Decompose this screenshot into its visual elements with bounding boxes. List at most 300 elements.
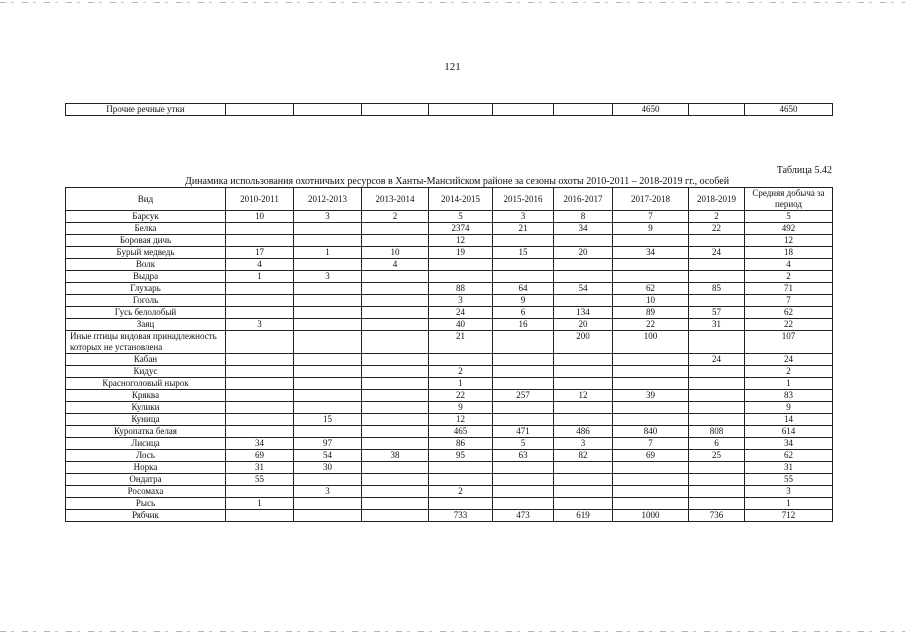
value-cell bbox=[294, 235, 362, 247]
value-cell: 10 bbox=[226, 211, 294, 223]
column-header-season: 2017-2018 bbox=[613, 188, 689, 211]
value-cell bbox=[613, 474, 689, 486]
column-header-season: 2018-2019 bbox=[689, 188, 745, 211]
value-cell: 100 bbox=[613, 331, 689, 354]
value-cell: 55 bbox=[226, 474, 294, 486]
value-cell bbox=[689, 402, 745, 414]
value-cell bbox=[226, 402, 294, 414]
value-cell bbox=[294, 402, 362, 414]
value-cell: 62 bbox=[745, 450, 833, 462]
value-cell bbox=[226, 235, 294, 247]
species-cell: Белка bbox=[66, 223, 226, 235]
value-cell: 5 bbox=[493, 438, 554, 450]
value-cell: 2 bbox=[745, 366, 833, 378]
value-cell bbox=[429, 259, 493, 271]
species-cell: Норка bbox=[66, 462, 226, 474]
value-cell bbox=[294, 319, 362, 331]
value-cell: 69 bbox=[226, 450, 294, 462]
value-cell bbox=[362, 271, 429, 283]
value-cell: 86 bbox=[429, 438, 493, 450]
value-cell bbox=[362, 378, 429, 390]
value-cell: 2 bbox=[745, 271, 833, 283]
value-cell bbox=[294, 354, 362, 366]
table-row bbox=[66, 510, 833, 522]
value-cell bbox=[554, 104, 613, 116]
value-cell bbox=[613, 271, 689, 283]
table-row bbox=[66, 450, 833, 462]
value-cell: 54 bbox=[554, 283, 613, 295]
value-cell bbox=[429, 104, 493, 116]
table-row bbox=[66, 354, 833, 366]
table-row bbox=[66, 211, 833, 223]
value-cell: 7 bbox=[613, 438, 689, 450]
value-cell bbox=[689, 331, 745, 354]
value-cell: 4650 bbox=[745, 104, 833, 116]
value-cell: 34 bbox=[554, 223, 613, 235]
value-cell bbox=[613, 498, 689, 510]
value-cell bbox=[493, 498, 554, 510]
value-cell bbox=[362, 402, 429, 414]
value-cell: 2 bbox=[429, 486, 493, 498]
value-cell bbox=[554, 474, 613, 486]
value-cell bbox=[362, 235, 429, 247]
value-cell bbox=[689, 295, 745, 307]
value-cell: 7 bbox=[745, 295, 833, 307]
value-cell bbox=[689, 366, 745, 378]
value-cell: 257 bbox=[493, 390, 554, 402]
value-cell bbox=[294, 283, 362, 295]
value-cell bbox=[554, 259, 613, 271]
value-cell bbox=[429, 462, 493, 474]
column-header-season: 2013-2014 bbox=[362, 188, 429, 211]
value-cell: 31 bbox=[226, 462, 294, 474]
value-cell: 39 bbox=[613, 390, 689, 402]
value-cell: 95 bbox=[429, 450, 493, 462]
header-row bbox=[66, 188, 833, 211]
value-cell: 54 bbox=[294, 450, 362, 462]
value-cell: 107 bbox=[745, 331, 833, 354]
table-row bbox=[66, 259, 833, 271]
table-row bbox=[66, 223, 833, 235]
species-cell: Кряква bbox=[66, 390, 226, 402]
value-cell bbox=[226, 307, 294, 319]
value-cell: 12 bbox=[429, 235, 493, 247]
value-cell: 62 bbox=[613, 283, 689, 295]
value-cell bbox=[294, 510, 362, 522]
value-cell bbox=[493, 104, 554, 116]
value-cell: 34 bbox=[745, 438, 833, 450]
table-row bbox=[66, 235, 833, 247]
value-cell: 22 bbox=[745, 319, 833, 331]
value-cell: 69 bbox=[613, 450, 689, 462]
table-row bbox=[66, 307, 833, 319]
value-cell bbox=[689, 474, 745, 486]
value-cell: 9 bbox=[493, 295, 554, 307]
value-cell: 19 bbox=[429, 247, 493, 259]
value-cell bbox=[294, 331, 362, 354]
value-cell: 21 bbox=[493, 223, 554, 235]
value-cell bbox=[294, 307, 362, 319]
value-cell bbox=[493, 331, 554, 354]
harvest-table bbox=[65, 187, 833, 522]
value-cell bbox=[493, 378, 554, 390]
value-cell: 21 bbox=[429, 331, 493, 354]
value-cell bbox=[493, 366, 554, 378]
table-row bbox=[66, 295, 833, 307]
value-cell bbox=[493, 271, 554, 283]
value-cell: 17 bbox=[226, 247, 294, 259]
value-cell: 9 bbox=[613, 223, 689, 235]
table-row bbox=[66, 319, 833, 331]
value-cell: 12 bbox=[429, 414, 493, 426]
value-cell: 7 bbox=[613, 211, 689, 223]
value-cell bbox=[613, 414, 689, 426]
value-cell bbox=[226, 510, 294, 522]
value-cell: 24 bbox=[745, 354, 833, 366]
value-cell: 486 bbox=[554, 426, 613, 438]
value-cell: 20 bbox=[554, 319, 613, 331]
value-cell bbox=[362, 390, 429, 402]
value-cell: 134 bbox=[554, 307, 613, 319]
value-cell: 12 bbox=[554, 390, 613, 402]
value-cell: 20 bbox=[554, 247, 613, 259]
value-cell bbox=[362, 474, 429, 486]
value-cell bbox=[493, 235, 554, 247]
species-cell: Глухарь bbox=[66, 283, 226, 295]
value-cell bbox=[689, 486, 745, 498]
value-cell bbox=[362, 366, 429, 378]
value-cell bbox=[362, 414, 429, 426]
column-header-species: Вид bbox=[66, 188, 226, 211]
value-cell: 3 bbox=[429, 295, 493, 307]
value-cell: 4 bbox=[362, 259, 429, 271]
value-cell: 465 bbox=[429, 426, 493, 438]
value-cell: 1 bbox=[226, 498, 294, 510]
value-cell bbox=[429, 354, 493, 366]
species-cell: Кулики bbox=[66, 402, 226, 414]
value-cell bbox=[294, 426, 362, 438]
value-cell: 15 bbox=[493, 247, 554, 259]
value-cell: 1 bbox=[745, 498, 833, 510]
species-cell: Лось bbox=[66, 450, 226, 462]
value-cell bbox=[554, 402, 613, 414]
value-cell: 22 bbox=[613, 319, 689, 331]
value-cell bbox=[362, 354, 429, 366]
value-cell bbox=[689, 390, 745, 402]
value-cell: 71 bbox=[745, 283, 833, 295]
value-cell: 15 bbox=[294, 414, 362, 426]
table-row bbox=[66, 331, 833, 354]
value-cell bbox=[689, 414, 745, 426]
value-cell: 31 bbox=[689, 319, 745, 331]
species-cell: Красноголовый нырок bbox=[66, 378, 226, 390]
value-cell: 3 bbox=[226, 319, 294, 331]
value-cell bbox=[226, 426, 294, 438]
value-cell bbox=[493, 259, 554, 271]
column-header-season: 2015-2016 bbox=[493, 188, 554, 211]
value-cell: 14 bbox=[745, 414, 833, 426]
value-cell: 1000 bbox=[613, 510, 689, 522]
value-cell: 22 bbox=[689, 223, 745, 235]
species-cell: Росомаха bbox=[66, 486, 226, 498]
value-cell bbox=[226, 390, 294, 402]
value-cell bbox=[226, 295, 294, 307]
value-cell: 712 bbox=[745, 510, 833, 522]
value-cell: 89 bbox=[613, 307, 689, 319]
table-row bbox=[66, 462, 833, 474]
table-row bbox=[66, 498, 833, 510]
species-cell: Прочие речные утки bbox=[66, 104, 226, 116]
value-cell: 34 bbox=[226, 438, 294, 450]
value-cell: 62 bbox=[745, 307, 833, 319]
value-cell bbox=[362, 295, 429, 307]
value-cell: 3 bbox=[294, 486, 362, 498]
value-cell bbox=[493, 474, 554, 486]
value-cell: 471 bbox=[493, 426, 554, 438]
table-row bbox=[66, 271, 833, 283]
table-caption: Таблица 5.42 bbox=[776, 165, 832, 176]
value-cell bbox=[613, 462, 689, 474]
value-cell bbox=[294, 390, 362, 402]
table-row bbox=[66, 438, 833, 450]
value-cell: 31 bbox=[745, 462, 833, 474]
value-cell: 4 bbox=[226, 259, 294, 271]
value-cell: 82 bbox=[554, 450, 613, 462]
value-cell: 16 bbox=[493, 319, 554, 331]
value-cell bbox=[554, 378, 613, 390]
value-cell bbox=[554, 462, 613, 474]
species-cell: Гоголь bbox=[66, 295, 226, 307]
value-cell: 83 bbox=[745, 390, 833, 402]
table-row bbox=[66, 283, 833, 295]
page-number: 121 bbox=[444, 61, 461, 73]
value-cell bbox=[362, 426, 429, 438]
column-header-season: 2010-2011 bbox=[226, 188, 294, 211]
value-cell bbox=[493, 402, 554, 414]
value-cell bbox=[689, 378, 745, 390]
table-row bbox=[66, 366, 833, 378]
value-cell bbox=[226, 414, 294, 426]
value-cell bbox=[226, 331, 294, 354]
value-cell bbox=[689, 271, 745, 283]
value-cell bbox=[689, 104, 745, 116]
species-cell: Кабан bbox=[66, 354, 226, 366]
value-cell bbox=[689, 462, 745, 474]
value-cell: 3 bbox=[294, 271, 362, 283]
species-cell: Лисица bbox=[66, 438, 226, 450]
value-cell bbox=[493, 414, 554, 426]
value-cell: 2 bbox=[362, 211, 429, 223]
species-cell: Рябчик bbox=[66, 510, 226, 522]
value-cell bbox=[294, 259, 362, 271]
value-cell: 3 bbox=[493, 211, 554, 223]
column-header-season: 2016-2017 bbox=[554, 188, 613, 211]
scan-edge-bottom bbox=[0, 631, 905, 632]
value-cell: 2 bbox=[429, 366, 493, 378]
species-cell: Рысь bbox=[66, 498, 226, 510]
value-cell bbox=[613, 235, 689, 247]
value-cell bbox=[294, 366, 362, 378]
value-cell: 12 bbox=[745, 235, 833, 247]
value-cell bbox=[362, 486, 429, 498]
table-row bbox=[66, 247, 833, 259]
value-cell: 5 bbox=[429, 211, 493, 223]
value-cell: 4 bbox=[745, 259, 833, 271]
value-cell bbox=[613, 402, 689, 414]
value-cell bbox=[362, 319, 429, 331]
value-cell: 24 bbox=[689, 247, 745, 259]
value-cell: 55 bbox=[745, 474, 833, 486]
value-cell: 10 bbox=[613, 295, 689, 307]
value-cell bbox=[362, 331, 429, 354]
value-cell bbox=[226, 354, 294, 366]
carry-over-body bbox=[66, 104, 833, 116]
value-cell: 88 bbox=[429, 283, 493, 295]
value-cell bbox=[226, 378, 294, 390]
value-cell bbox=[226, 283, 294, 295]
value-cell: 619 bbox=[554, 510, 613, 522]
value-cell: 1 bbox=[226, 271, 294, 283]
column-header-season: 2014-2015 bbox=[429, 188, 493, 211]
value-cell bbox=[493, 462, 554, 474]
value-cell bbox=[554, 498, 613, 510]
value-cell bbox=[613, 378, 689, 390]
carry-over-row bbox=[66, 104, 833, 116]
value-cell bbox=[429, 474, 493, 486]
value-cell: 38 bbox=[362, 450, 429, 462]
value-cell bbox=[554, 271, 613, 283]
value-cell bbox=[689, 235, 745, 247]
value-cell bbox=[554, 354, 613, 366]
table-row bbox=[66, 414, 833, 426]
column-header-average: Средняя добыча за период bbox=[745, 188, 833, 211]
value-cell: 736 bbox=[689, 510, 745, 522]
value-cell: 4650 bbox=[613, 104, 689, 116]
value-cell bbox=[362, 307, 429, 319]
value-cell bbox=[554, 414, 613, 426]
species-cell: Боровая дичь bbox=[66, 235, 226, 247]
value-cell bbox=[226, 486, 294, 498]
value-cell: 9 bbox=[429, 402, 493, 414]
species-cell: Кидус bbox=[66, 366, 226, 378]
value-cell bbox=[493, 354, 554, 366]
value-cell: 1 bbox=[294, 247, 362, 259]
value-cell bbox=[613, 259, 689, 271]
value-cell bbox=[554, 235, 613, 247]
value-cell bbox=[226, 104, 294, 116]
value-cell bbox=[294, 295, 362, 307]
value-cell: 492 bbox=[745, 223, 833, 235]
value-cell: 8 bbox=[554, 211, 613, 223]
species-cell: Иные птицы видовая принадлежность которых не установлена bbox=[66, 331, 226, 354]
table-row bbox=[66, 378, 833, 390]
harvest-table-body bbox=[66, 211, 833, 522]
value-cell bbox=[294, 104, 362, 116]
value-cell: 3 bbox=[554, 438, 613, 450]
value-cell: 2 bbox=[689, 211, 745, 223]
value-cell bbox=[294, 498, 362, 510]
carry-over-table bbox=[65, 103, 833, 116]
value-cell bbox=[689, 259, 745, 271]
value-cell: 733 bbox=[429, 510, 493, 522]
value-cell bbox=[362, 438, 429, 450]
species-cell: Волк bbox=[66, 259, 226, 271]
value-cell: 24 bbox=[689, 354, 745, 366]
value-cell: 18 bbox=[745, 247, 833, 259]
species-cell: Ондатра bbox=[66, 474, 226, 486]
scan-edge-top bbox=[0, 2, 905, 3]
value-cell: 40 bbox=[429, 319, 493, 331]
value-cell bbox=[362, 462, 429, 474]
value-cell: 57 bbox=[689, 307, 745, 319]
value-cell: 9 bbox=[745, 402, 833, 414]
value-cell: 1 bbox=[429, 378, 493, 390]
value-cell bbox=[362, 283, 429, 295]
value-cell: 5 bbox=[745, 211, 833, 223]
value-cell bbox=[294, 223, 362, 235]
value-cell: 473 bbox=[493, 510, 554, 522]
value-cell bbox=[362, 510, 429, 522]
column-header-season: 2012-2013 bbox=[294, 188, 362, 211]
value-cell: 30 bbox=[294, 462, 362, 474]
value-cell: 3 bbox=[745, 486, 833, 498]
species-cell: Барсук bbox=[66, 211, 226, 223]
value-cell bbox=[362, 498, 429, 510]
value-cell bbox=[429, 271, 493, 283]
value-cell: 6 bbox=[689, 438, 745, 450]
value-cell: 22 bbox=[429, 390, 493, 402]
species-cell: Выдра bbox=[66, 271, 226, 283]
species-cell: Куропатка белая bbox=[66, 426, 226, 438]
value-cell: 808 bbox=[689, 426, 745, 438]
value-cell bbox=[226, 366, 294, 378]
value-cell bbox=[554, 486, 613, 498]
value-cell: 840 bbox=[613, 426, 689, 438]
value-cell bbox=[613, 486, 689, 498]
table-row bbox=[66, 402, 833, 414]
table-row bbox=[66, 426, 833, 438]
value-cell: 63 bbox=[493, 450, 554, 462]
value-cell bbox=[493, 486, 554, 498]
table-row bbox=[66, 474, 833, 486]
table-title: Динамика использования охотничьих ресурсов в Ханты-Мансийском районе за сезоны охоты 2010-2011 – 2018-2019 гг., особей bbox=[185, 176, 730, 187]
value-cell bbox=[429, 498, 493, 510]
value-cell: 25 bbox=[689, 450, 745, 462]
value-cell: 3 bbox=[294, 211, 362, 223]
value-cell: 2374 bbox=[429, 223, 493, 235]
value-cell: 85 bbox=[689, 283, 745, 295]
value-cell bbox=[362, 223, 429, 235]
value-cell bbox=[613, 354, 689, 366]
table-row bbox=[66, 390, 833, 402]
value-cell: 1 bbox=[745, 378, 833, 390]
table-row bbox=[66, 486, 833, 498]
harvest-table-header bbox=[66, 188, 833, 211]
value-cell: 6 bbox=[493, 307, 554, 319]
value-cell: 34 bbox=[613, 247, 689, 259]
value-cell bbox=[554, 295, 613, 307]
species-cell: Гусь белолобый bbox=[66, 307, 226, 319]
species-cell: Куница bbox=[66, 414, 226, 426]
value-cell bbox=[294, 378, 362, 390]
value-cell bbox=[294, 474, 362, 486]
species-cell: Бурый медведь bbox=[66, 247, 226, 259]
value-cell bbox=[226, 223, 294, 235]
value-cell: 24 bbox=[429, 307, 493, 319]
value-cell bbox=[689, 498, 745, 510]
value-cell: 200 bbox=[554, 331, 613, 354]
species-cell: Заяц bbox=[66, 319, 226, 331]
